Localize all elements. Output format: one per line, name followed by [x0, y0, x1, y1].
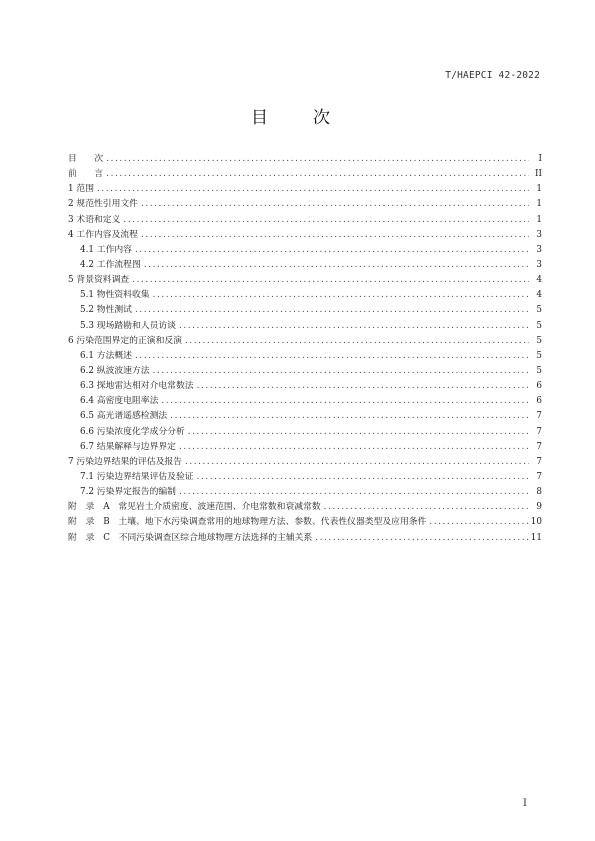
toc-entry-page: 7: [536, 456, 542, 467]
dot-leader: [106, 152, 529, 167]
toc-entry[interactable]: [68, 273, 542, 288]
toc-entry[interactable]: [68, 288, 542, 303]
dot-leader: [153, 288, 529, 303]
toc-entry-label: 6.3 探地雷达相对介电常数法: [80, 381, 194, 392]
toc-entry[interactable]: [68, 182, 542, 197]
toc-entry-page: 9: [536, 502, 542, 513]
dot-leader: [135, 349, 529, 364]
toc-entry-page: 4: [536, 275, 542, 286]
dot-leader: [153, 364, 529, 379]
toc-entry-page: 3: [536, 229, 542, 240]
toc-entry-label: 6.4 高密度电阻率法: [80, 396, 159, 407]
toc-entry[interactable]: [68, 364, 542, 379]
dot-leader: [188, 425, 529, 440]
standard-code: T/HAEPCI 42-2022: [445, 70, 540, 81]
toc-entry-label: 1 范围: [68, 184, 94, 195]
toc-entry-label: 附 录 B 土壤、地下水污染调查常用的地球物理方法、参数、代表性仪器类型及应用条件: [68, 517, 427, 528]
toc-entry-label: 3 术语和定义: [68, 214, 121, 225]
dot-leader: [132, 273, 529, 288]
toc-entry-label: 5.2 物性测试: [80, 305, 132, 316]
toc-entry[interactable]: [68, 228, 542, 243]
toc-entry[interactable]: [68, 379, 542, 394]
dot-leader: [161, 394, 529, 409]
toc-entry-label: 5.3 现场踏勘和人员访谈: [80, 320, 176, 331]
toc-entry-label: 4.2 工作流程图: [80, 259, 141, 270]
toc-entry-label: 前 言: [68, 169, 104, 180]
toc-entry[interactable]: [68, 425, 542, 440]
toc-entry[interactable]: [68, 303, 542, 318]
dot-leader: [197, 379, 529, 394]
toc-entry-label: 附 录 A 常见岩土介质密度、波速范围、介电常数和衰减常数: [68, 502, 321, 513]
toc-entry-label: 目 次: [68, 154, 104, 164]
dot-leader: [179, 319, 529, 334]
toc-entry-label: 4 工作内容及流程: [68, 229, 138, 240]
dot-leader: [170, 409, 529, 424]
toc-entry-label: 6 污染范围界定的正演和反演: [68, 335, 182, 346]
dot-leader: [123, 213, 529, 228]
toc-entry-page: 7: [536, 471, 542, 482]
toc-entry-label: 7 污染边界结果的评估及报告: [68, 456, 182, 467]
page-title: 目 次: [251, 108, 344, 128]
toc-entry-label: 2 规范性引用文件: [68, 199, 138, 210]
page-number: I: [523, 798, 527, 809]
toc-entry[interactable]: [68, 531, 542, 546]
dot-leader: [144, 258, 529, 273]
dot-leader: [141, 197, 529, 212]
toc-entry[interactable]: [68, 213, 542, 228]
dot-leader: [179, 485, 529, 500]
dot-leader: [179, 440, 529, 455]
dot-leader: [429, 515, 527, 530]
toc-entry-page: 7: [536, 441, 542, 452]
toc-entry[interactable]: [68, 409, 542, 424]
dot-leader: [97, 182, 529, 197]
toc-entry-label: 6.7 结果解释与边界界定: [80, 441, 176, 452]
toc-entry[interactable]: [68, 334, 542, 349]
toc-entry-label: 6.1 方法概述: [80, 350, 132, 361]
toc-entry-page: 1: [536, 199, 542, 210]
toc-entry-label: 4.1 工作内容: [80, 244, 132, 255]
toc-entry-page: 4: [536, 290, 542, 301]
toc-entry[interactable]: [68, 167, 542, 182]
toc-entry-label: 7.2 污染界定报告的编制: [80, 487, 176, 498]
toc-entry-page: 5: [536, 365, 542, 376]
dot-leader: [185, 455, 529, 470]
dot-leader: [135, 303, 529, 318]
toc-entry[interactable]: [68, 485, 542, 500]
toc-entry[interactable]: [68, 152, 542, 167]
toc-entry-label: 6.5 高光谱遥感检测法: [80, 411, 168, 422]
toc-entry-label: 5 背景资料调查: [68, 275, 130, 286]
toc-entry[interactable]: [68, 470, 542, 485]
toc-entry[interactable]: [68, 197, 542, 212]
toc-entry[interactable]: [68, 349, 542, 364]
toc-entry-label: 7.1 污染边界结果评估及验证: [80, 471, 194, 482]
toc-entry[interactable]: [68, 440, 542, 455]
toc-entry[interactable]: [68, 319, 542, 334]
toc-entry-label: 6.2 纵波波速方法: [80, 365, 150, 376]
toc-entry[interactable]: [68, 500, 542, 515]
dot-leader: [135, 243, 529, 258]
toc-entry-page: 7: [536, 411, 542, 422]
toc-entry[interactable]: [68, 455, 542, 470]
dot-leader: [197, 470, 529, 485]
toc-entry-page: 7: [536, 426, 542, 437]
toc-entry-page: 1: [536, 184, 542, 195]
toc-entry-page: 5: [536, 335, 542, 346]
toc-entry-page: 5: [536, 320, 542, 331]
toc-entry[interactable]: [68, 515, 542, 530]
toc-entry[interactable]: [68, 243, 542, 258]
toc-entry-label: 5.1 物性资料收集: [80, 290, 150, 301]
dot-leader: [141, 228, 529, 243]
toc-entry-page: 3: [536, 244, 542, 255]
toc-entry-page: 5: [536, 305, 542, 316]
toc-entry-page: 6: [536, 396, 542, 407]
toc-entry[interactable]: [68, 394, 542, 409]
toc-entry-page: 5: [536, 350, 542, 361]
dot-leader: [315, 531, 528, 546]
toc-entry-label: 6.6 污染浓度化学成分分析: [80, 426, 185, 437]
dot-leader: [106, 167, 529, 182]
table-of-contents: [68, 152, 542, 546]
toc-entry-page: I: [538, 154, 542, 164]
toc-entry[interactable]: [68, 258, 542, 273]
toc-entry-label: 附 录 C 不同污染调查区综合地球物理方法选择的主辅关系: [68, 532, 313, 543]
toc-entry-page: II: [535, 169, 542, 180]
toc-entry-page: 10: [530, 517, 542, 528]
toc-entry-page: 11: [530, 532, 542, 543]
dot-leader: [324, 500, 529, 515]
toc-entry-page: 3: [536, 259, 542, 270]
dot-leader: [185, 334, 529, 349]
toc-entry-page: 8: [536, 487, 542, 498]
toc-entry-page: 6: [536, 381, 542, 392]
toc-entry-page: 1: [536, 214, 542, 225]
